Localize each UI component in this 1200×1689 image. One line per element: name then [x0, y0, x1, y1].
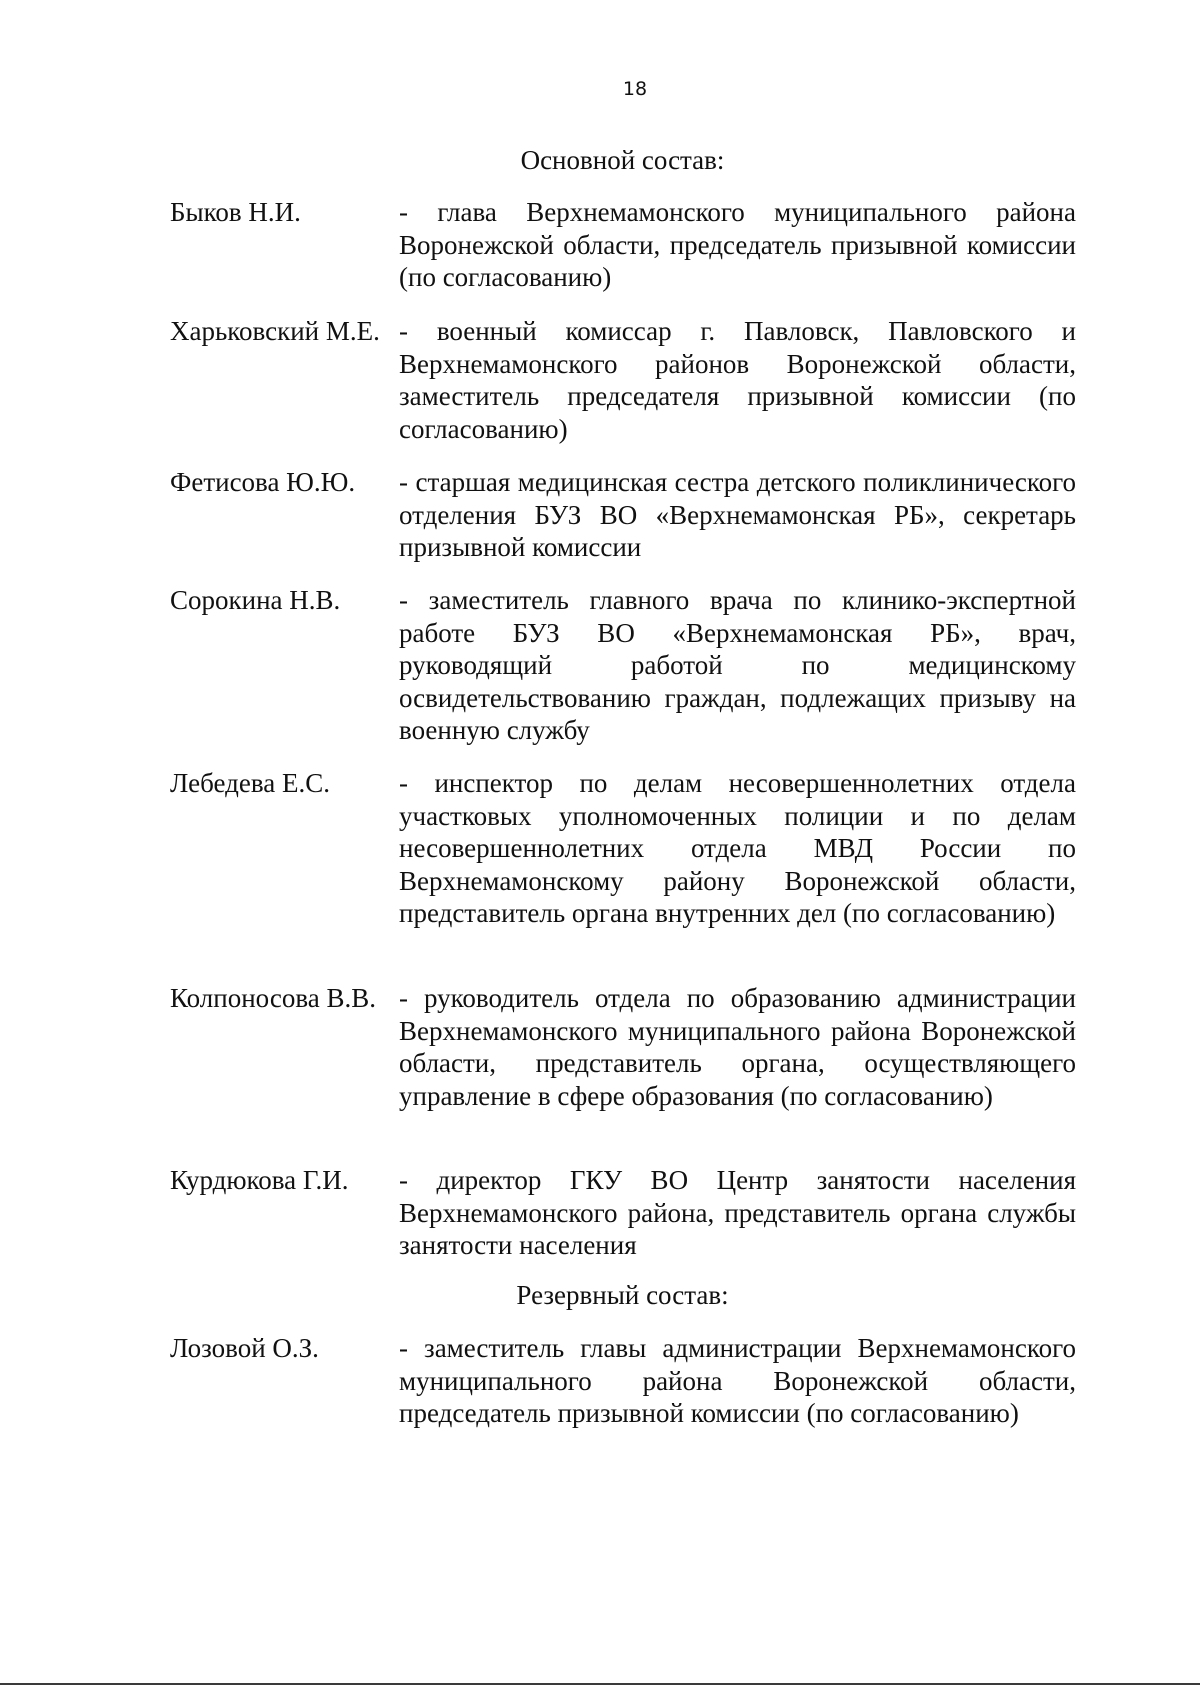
member-name: Быков Н.И.: [170, 197, 301, 227]
member-role: - директор ГКУ ВО Центр занятости населения Верхнемамонского района, представитель органа службы занятости населения: [399, 1165, 1076, 1261]
page-bottom-rule: [0, 1683, 1200, 1685]
member-name: Фетисова Ю.Ю.: [170, 467, 356, 497]
member-role: - старшая медицинская сестра детского поликлинического отделения БУЗ ВО «Верхнемамонская РБ», секретарь призывной комиссии: [399, 467, 1076, 563]
member-entry: [170, 982, 1076, 1112]
member-entry: [170, 466, 1076, 564]
member-entry: [170, 196, 1076, 294]
member-entry: [170, 767, 1076, 930]
member-role: - заместитель главного врача по клинико-экспертной работе БУЗ ВО «Верхнемамонская РБ», врач, руководящий работой по медицинскому освидетельствованию граждан, подлежащих призыву на военную службу: [399, 585, 1076, 746]
member-entry: [170, 584, 1076, 747]
member-entry: [170, 1164, 1076, 1262]
member-role: - глава Верхнемамонского муниципального района Воронежской области, председатель призывной комиссии (по согласованию): [399, 197, 1076, 293]
member-name: Курдюкова Г.И.: [170, 1165, 349, 1195]
member-name: Колпоносова В.В.: [170, 983, 376, 1013]
member-name: Сорокина Н.В.: [170, 585, 341, 615]
page-number: 18: [622, 78, 648, 100]
member-entry: [170, 1332, 1076, 1430]
member-role: - руководитель отдела по образованию администрации Верхнемамонского муниципального района Воронежской области, представитель органа, осуществляющего управление в сфере образования (по согласованию): [399, 983, 1076, 1111]
section-title-reserve: Резервный состав:: [516, 1280, 729, 1310]
member-name: Лозовой О.З.: [170, 1333, 319, 1363]
member-role: - инспектор по делам несовершеннолетних отдела участковых уполномоченных полиции и по делам несовершеннолетних отдела МВД России по Верхнемамонскому району Воронежской области, представитель органа внутренних дел (по согласованию): [399, 768, 1076, 929]
member-entry: [170, 315, 1076, 445]
member-name: Лебедева Е.С.: [170, 768, 330, 798]
member-name: Харьковский М.Е.: [170, 316, 380, 346]
member-role: - военный комиссар г. Павловск, Павловского и Верхнемамонского районов Воронежской области, заместитель председателя призывной комиссии (по согласованию): [399, 316, 1076, 444]
section-title-main: Основной состав:: [520, 145, 725, 175]
member-role: - заместитель главы администрации Верхнемамонского муниципального района Воронежской области, председатель призывной комиссии (по согласованию): [399, 1333, 1076, 1429]
